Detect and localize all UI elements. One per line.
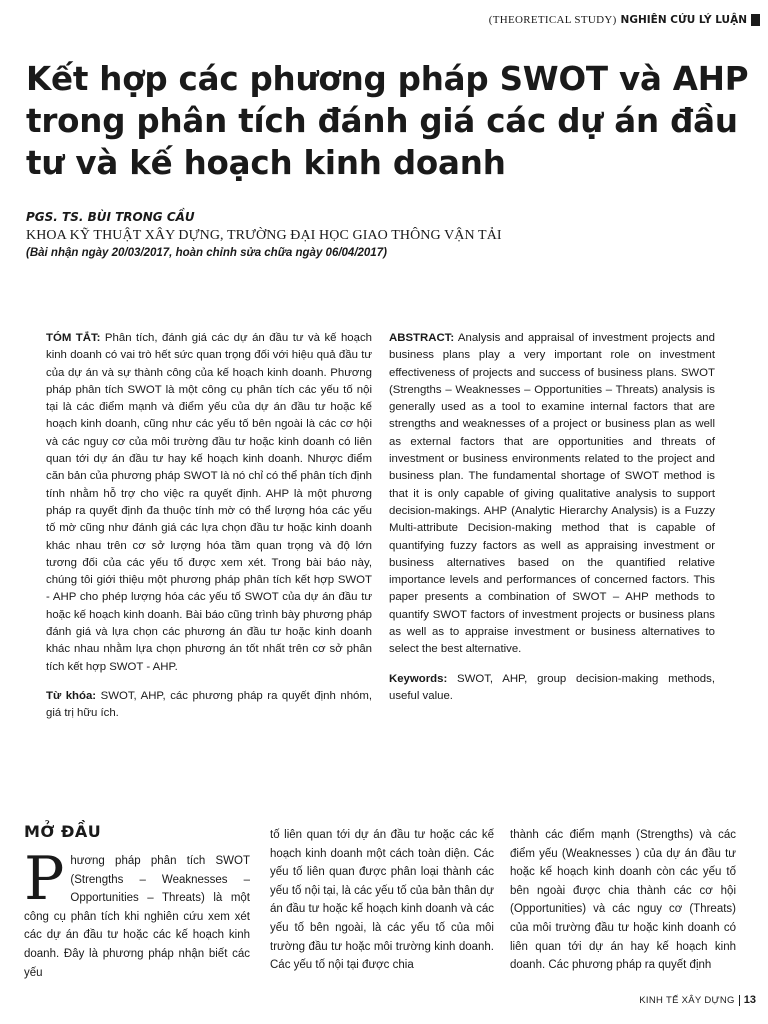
- keywords-vi: [46, 688, 372, 723]
- keywords-en-label: Keywords:: [389, 672, 448, 685]
- abstract-vietnamese: [46, 330, 372, 723]
- page-footer: [639, 994, 756, 1006]
- keywords-en-text: SWOT, AHP, group decision-making methods, useful value.: [389, 672, 715, 702]
- footer-separator: [739, 995, 740, 1006]
- body-column-2: [270, 826, 494, 975]
- abstract-vi-paragraph: [46, 330, 372, 676]
- body-column-3: [510, 826, 736, 975]
- keywords-en: [389, 671, 715, 706]
- abstract-en-text: Analysis and appraisal of investment projects and business plans play a very important role on investment effectiveness of projects and success of business plans. SWOT (Strengths – Weaknesses – Opportunities – Threats) analysis is generally used as a tool to examine internal factors that are strengths and weaknesses of a project or business plan as well as external factors that are opportunities and threats of investment or business environments related to the project and business plan. The fundamental shortage of SWOT method is that it is only capable of giving qualitative analysis to support decision-makings. AHP (Analytic Hierarchy Analysis) is a Fuzzy Multi-attribute Decision-making method that is capable of quantifying fuzzy factors as well as appraising investment or business alternatives based on the quantified relative importance levels and performances of concerned factors. This paper presents a combination of SWOT – AHP methods to quantify SWOT factors of investment projects or business plans as well as to appraise investment or business alternatives to select the best alternative.: [389, 332, 715, 656]
- abstract-en-paragraph: [389, 330, 715, 659]
- article-authors: PGS. TS. BÙI TRONG CẦU: [26, 210, 195, 224]
- body-column-3-text: thành các điểm mạnh (Strengths) và các điểm yếu (Weaknesses ) của dự án đầu tư hoặc kế hoạch kinh doanh còn các yếu tố bên ngoài được chia thành các cơ hội (Opportunities) và các nguy cơ (Threats) của môi trường đầu tư hoặc kinh doanh có liên quan tới dự án hay kế hoạch kinh doanh. Các phương pháp ra quyết định: [510, 829, 736, 972]
- page-number: 13: [743, 994, 756, 1006]
- body-column-1: [24, 844, 250, 982]
- footer-journal-name: KINH TẾ XÂY DỰNG: [639, 994, 735, 1006]
- running-header: [489, 14, 760, 26]
- header-marker-bar: [751, 14, 760, 26]
- drop-cap: P: [24, 844, 65, 914]
- body-column-1-text: hương pháp phân tích SWOT (Strengths – Weaknesses – Opportunities – Threats) là một công cụ phân tích khi nghiên cứu xem xét các dự án đầu tư hoặc các kế hoạch kinh doanh. Đây là phương pháp nhận biết các yếu: [24, 855, 250, 979]
- abstract-vi-text: Phân tích, đánh giá các dự án đầu tư và kế hoạch kinh doanh có vai trò hết sức quan trọng đối với hiệu quả đầu tư của dự án và sự thành công của kế hoạch kinh doanh. Phương pháp phân tích SWOT là một công cụ phân tích các yếu tố nội tại là các điểm mạnh và điểm yếu của dự án đầu tư hoặc kế hoạch kinh doanh, cũng như các yếu tố bên ngoài là các cơ hội và các nguy cơ của môi trường đầu tư hoặc kinh doanh có liên quan tới dự án đầu tư hay kế hoạch kinh doanh. Nhược điểm căn bản của phương pháp SWOT là nó chỉ có thể phân tích định tính nhằm hỗ trợ cho việc ra quyết định. AHP là một phương pháp ra quyết định đa thuộc tính mờ có thể lượng hóa các yếu tố mờ cũng như đánh giá các lựa chọn đầu tư hoặc kinh doanh khác nhau trên cơ sở lượng hóa tầm quan trọng và độ lớn tương đối của các yếu tố được xem xét. Trong bài báo này, chúng tôi giới thiệu một phương pháp phân tích kết hợp SWOT - AHP cho phép lượng hóa các yếu tố SWOT của dự án đầu tư hoặc kế hoạch kinh doanh. Bài báo cũng trình bày phương pháp đánh giá và lựa chọn các phương án đầu tư hoặc kinh doanh khác nhau nhằm lựa chọn phương án tốt nhất trên cơ sở phân tích kết hợp SWOT - AHP.: [46, 332, 372, 673]
- abstract-en-label: ABSTRACT:: [389, 332, 455, 344]
- received-dates: (Bài nhận ngày 20/03/2017, hoàn chỉnh sửa chữa ngày 06/04/2017): [26, 247, 387, 259]
- section-heading-introduction: MỞ ĐẦU: [24, 822, 102, 841]
- running-header-section-en: (THEORETICAL STUDY): [488, 14, 617, 26]
- body-column-2-text: tố liên quan tới dự án đầu tư hoặc các kế hoạch kinh doanh một cách toàn diện. Các yếu tố liên quan được phân loại thành các yếu tố nội tại, là các yếu tố của bản thân dự án đầu tư hoặc kế hoạch kinh doanh và các yếu tố bên ngoài, là các yếu tố của môi trường đầu tư hoặc môi trường kinh doanh. Các yếu tố nội tại được chia: [270, 829, 494, 972]
- running-header-section-vi: NGHIÊN CỨU LÝ LUẬN: [620, 14, 747, 26]
- abstract-english: [389, 330, 715, 705]
- keywords-vi-text: SWOT, AHP, các phương pháp ra quyết định nhóm, giá trị hữu ích.: [46, 689, 373, 720]
- keywords-vi-label: Từ khóa:: [46, 689, 97, 702]
- abstract-vi-label: TÓM TẮT:: [46, 332, 101, 344]
- article-title: Kết hợp các phương pháp SWOT và AHP trong phân tích đánh giá các dự án đầu tư và kế hoạch kinh doanh: [26, 60, 749, 182]
- author-affiliation: KHOA KỸ THUẬT XÂY DỰNG, TRƯỜNG ĐẠI HỌC GIAO THÔNG VẬN TẢI: [26, 228, 502, 243]
